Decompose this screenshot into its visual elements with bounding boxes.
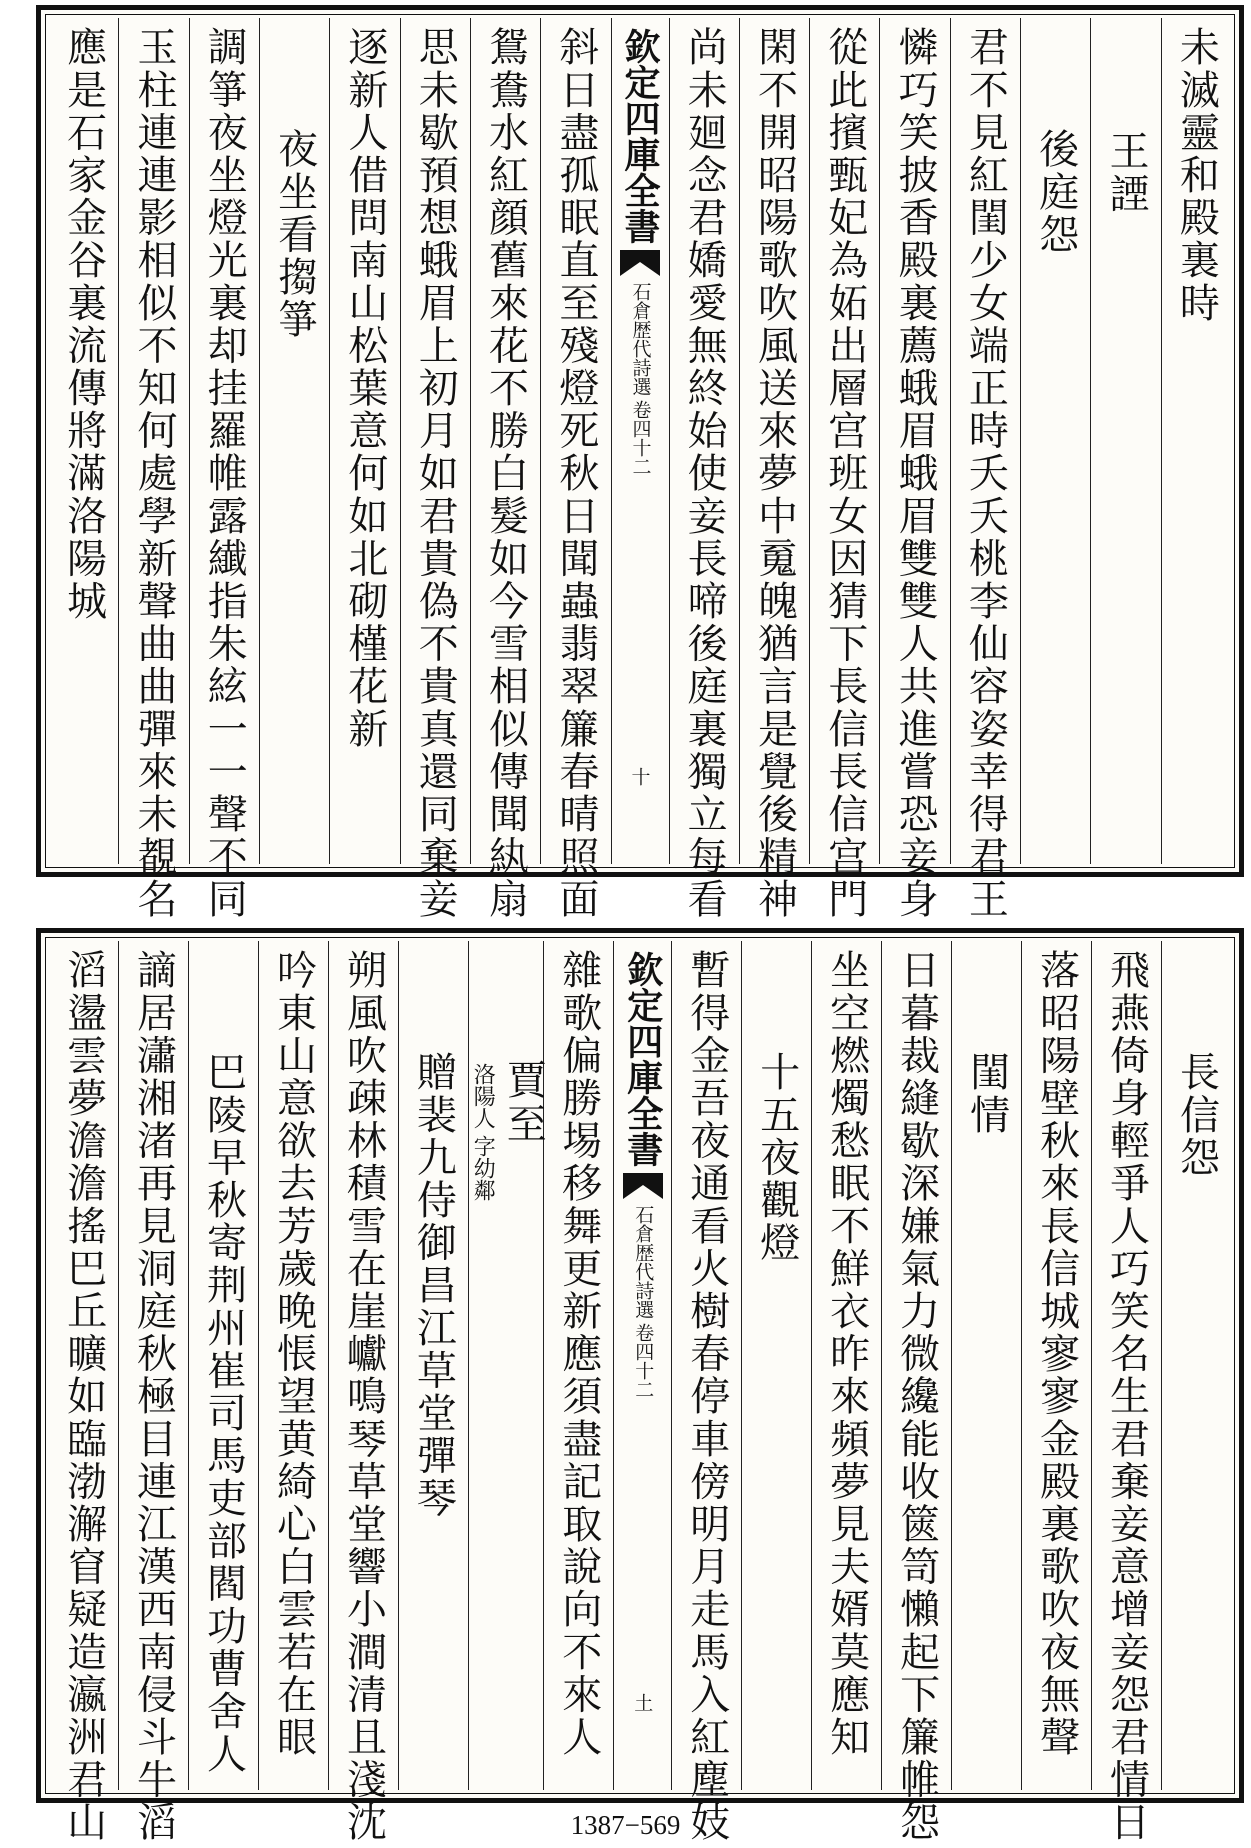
poem-title-column [741, 941, 811, 1790]
text-column: 雜歌偏勝埸移舞更新應須盡記取說向不來人 [543, 941, 613, 1790]
text-column: 日暮裁縫歇深嫌氣力微纔能收篋笥懶起下簾帷怨 [881, 941, 951, 1790]
volume-number: 卷四十二 [629, 400, 652, 476]
text-column: 落昭陽壁秋來長信城寥寥金殿裏歌吹夜無聲 [1021, 941, 1091, 1790]
poem-title-column [259, 18, 329, 864]
text-column: 憐巧笑披香殿裏薦蛾眉蛾眉雙雙人共進嘗恐妾身 [879, 18, 949, 864]
text-column: 鴛鴦水紅顔舊來花不勝白髮如今雪相似傳聞紈扇 [470, 18, 540, 864]
text-column: 朔風吹疎林積雪在崖巘鳴琴草堂響小澗清且淺沈 [328, 941, 398, 1790]
poem-title-column [1161, 941, 1231, 1790]
center-fold [611, 18, 669, 864]
author-column [1090, 18, 1160, 864]
volume-title: 石倉歴代詩選 [629, 282, 652, 396]
poem-title-column [188, 941, 258, 1790]
text-column: 坐空燃燭愁眠不鮮衣昨來頻夢見夫婿莫應知 [811, 941, 881, 1790]
poem-title: 夜坐看搊箏 [271, 128, 318, 341]
text-column: 調箏夜坐燈光裏却挂羅帷露纎指朱絃一一聲不同 [189, 18, 259, 864]
poem-title: 長信怨 [1173, 1051, 1220, 1179]
text-column: 應是石家金谷裏流傳將滿洛陽城 [60, 26, 107, 623]
folio-number: 十 [628, 767, 651, 786]
text-column: 吟東山意欲去芳歲晚悵望黄綺心白雲若在眼 [258, 941, 328, 1790]
volume-number: 卷四十二 [632, 1323, 655, 1399]
volume-title: 石倉歴代詩選 [632, 1205, 655, 1319]
text-column: 閑不開昭陽歌吹風送來夢中䰟魄猶言是覺後精神 [739, 18, 809, 864]
folio-number: 土 [631, 1693, 654, 1712]
page-number: 1387−569 [570, 1810, 681, 1840]
text-column: 未滅靈和殿裏時 [1161, 18, 1231, 864]
text-column: 飛燕倚身輕爭人巧笑名生君棄妾意增妾怨君情日 [1091, 941, 1161, 1790]
top-columns [49, 18, 1231, 921]
text-column: 從此擯甄妃為妬出層宫班女因猜下長信長信宫門 [809, 18, 879, 864]
text-column: 滔盪雲夢澹澹搖巴丘曠如臨渤澥窅疑造瀛洲君山 [60, 949, 107, 1844]
author-note: 洛陽人 [470, 1063, 496, 1129]
text-column: 逐新人借問南山松葉意何如北砌槿花新 [329, 18, 399, 864]
fishtail-mark-icon [620, 250, 660, 276]
top-page [36, 5, 1244, 921]
text-column: 思未歇預想蛾眉上初月如君貴偽不貴真還同棄妾 [400, 18, 470, 864]
text-column: 斜日盡孤眠直至殘燈死秋日聞蟲翡翠簾春晴照面 [540, 18, 610, 864]
text-column: 玉柱連連影相似不知何處學新聲曲曲彈來未覩名 [118, 18, 188, 864]
text-column: 尚未廻念君嬌愛無終始使妾長啼後庭裏獨立每看 [669, 18, 739, 864]
author-name: 王諲 [1103, 130, 1150, 216]
poem-title-column [951, 941, 1021, 1790]
library-title: 欽定四庫全書 [621, 951, 664, 1167]
poem-title: 十五夜觀燈 [753, 1051, 800, 1264]
poem-title-column [1020, 18, 1090, 864]
poem-title: 巴陵早秋寄荆州崔司馬吏部閻功曹舍人 [200, 1051, 247, 1776]
center-fold [613, 941, 671, 1790]
poem-title: 閨情 [963, 1051, 1010, 1137]
library-title: 欽定四庫全書 [619, 28, 661, 244]
fishtail-mark-icon [623, 1173, 663, 1199]
author-column [468, 941, 547, 1790]
text-column: 君不見紅閨少女端正時夭夭桃李仙容姿幸得君王 [950, 18, 1020, 864]
poem-title-column [398, 941, 468, 1790]
text-column: 謫居瀟湘渚再見洞庭秋極目連江漢西南侵斗牛滔 [118, 941, 188, 1790]
poem-title: 贈裴九侍御昌江草堂彈琴 [410, 1051, 457, 1520]
author-note: 字幼鄰 [470, 1135, 496, 1201]
text-column: 暫得金吾夜通看火樹春停車傍明月走馬入紅塵妓 [671, 941, 741, 1790]
poem-title: 後庭怨 [1032, 128, 1079, 256]
author-name: 賈至 [500, 1059, 547, 1147]
